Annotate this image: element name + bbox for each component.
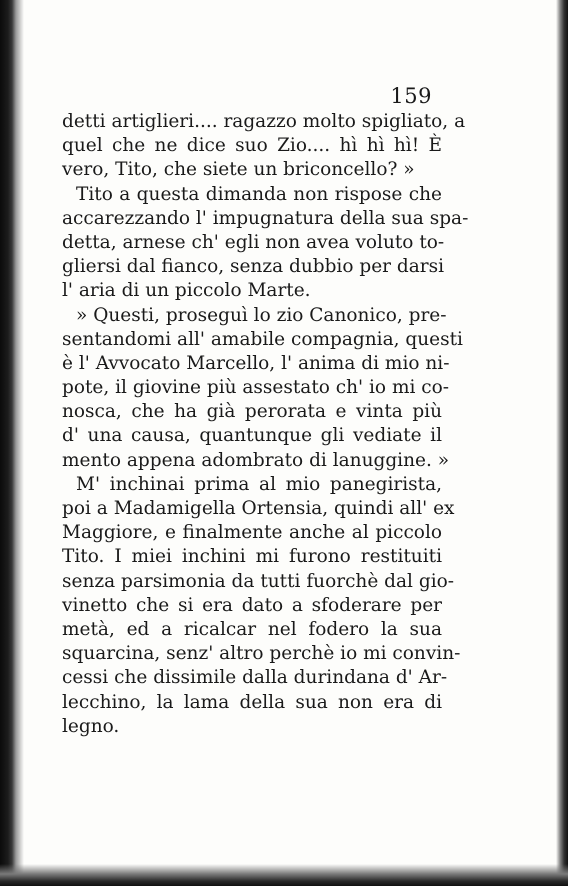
text-line: mento appena adombrato di lanuggine. » [62, 449, 450, 471]
text-line: Tito. I miei inchini mi furono restituiti [62, 546, 442, 568]
text-line: vinetto che si era dato a sfoderare per [62, 594, 442, 616]
text-line: vero, Tito, che siete un briconcello? » [62, 159, 415, 181]
text-line: legno. [62, 715, 120, 737]
body-text [62, 110, 469, 739]
text-line: senza parsimonia da tutti fuorchè dal gio- [62, 570, 454, 592]
text-line: accarezzando l' impugnatura della sua spa- [62, 207, 469, 229]
binding-shadow [0, 0, 24, 886]
text-line: lecchino, la lama della sua non era di [62, 691, 442, 713]
text-line: » Questi, proseguì lo zio Canonico, pre- [76, 304, 447, 326]
text-line: sentandomi all' amabile compagnia, questi [62, 328, 463, 350]
text-line: nosca, che ha già perorata e vinta più [62, 401, 442, 423]
bottom-edge-shadow [0, 864, 568, 886]
text-line: cessi che dissimile dalla durindana d' Ar- [62, 667, 448, 689]
text-line: detta, arnese ch' egli non avea voluto to- [62, 231, 445, 253]
text-line: M' inchinai prima al mio panegirista, [76, 473, 442, 495]
right-edge-shadow [556, 0, 568, 886]
text-line: metà, ed a ricalcar nel fodero la sua [62, 618, 442, 640]
text-line: pote, il giovine più assestato ch' io mi co- [62, 377, 450, 399]
text-line: squarcina, senz' altro perchè io mi convin- [62, 643, 461, 665]
text-line: è l' Avvocato Marcello, l' anima di mio ni- [62, 352, 450, 374]
text-line: quel che ne dice suo Zio.... hì hì hì! È [62, 135, 442, 157]
text-line: Maggiore, e finalmente anche al piccolo [62, 522, 442, 544]
text-line: l' aria di un piccolo Marte. [62, 280, 311, 302]
text-line: poi a Madamigella Ortensia, quindi all' ex [62, 498, 455, 519]
page-number: 159 [390, 84, 432, 108]
text-line: d' una causa, quantunque gli vediate il [62, 425, 442, 447]
text-line: gliersi dal fianco, senza dubbio per darsi [62, 256, 445, 278]
text-line: detti artiglieri.... ragazzo molto spigliato, a [62, 111, 466, 132]
text-line: Tito a questa dimanda non rispose che [76, 183, 442, 205]
